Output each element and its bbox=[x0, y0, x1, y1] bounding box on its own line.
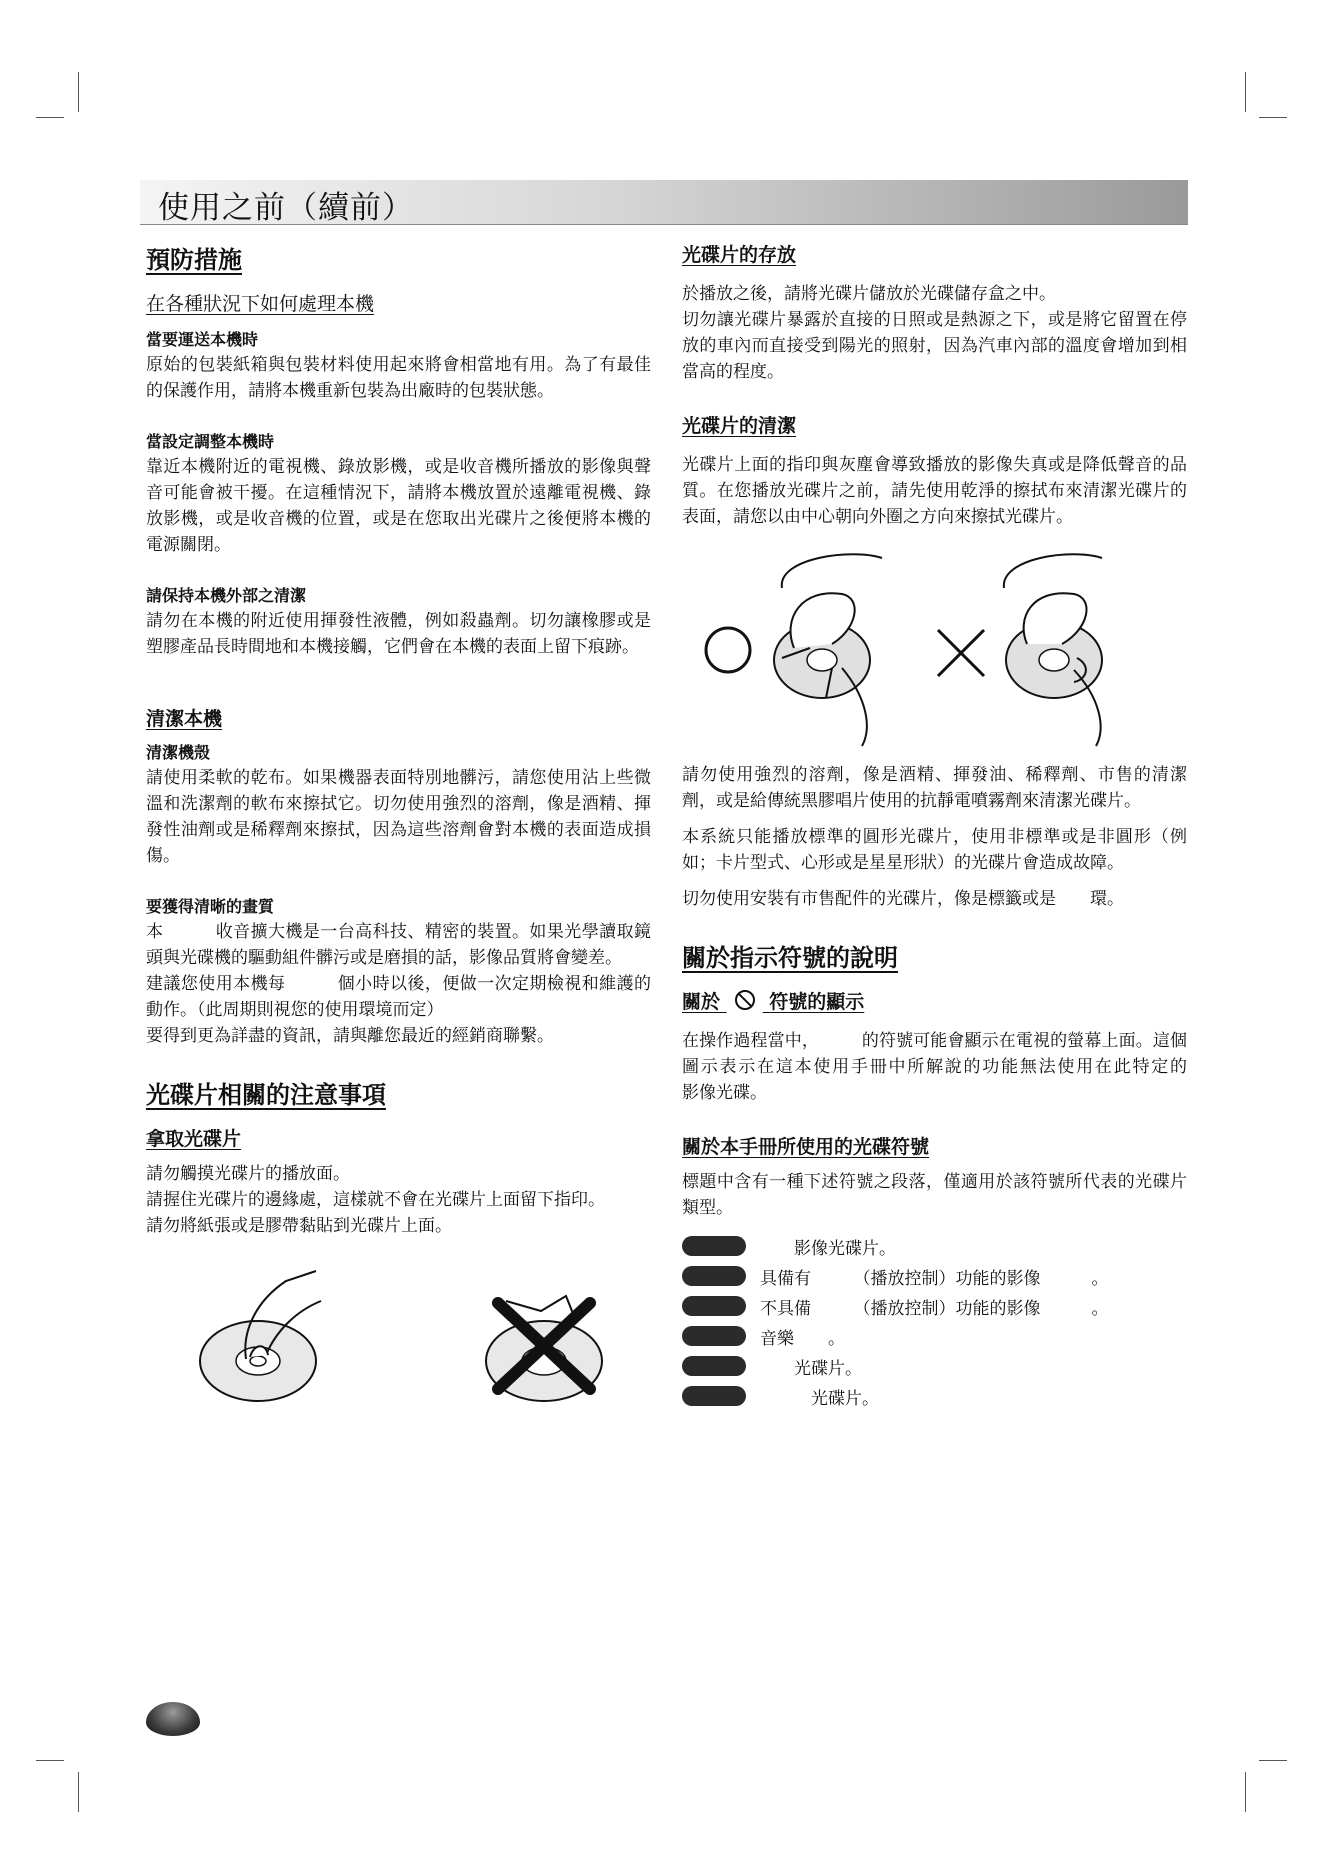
page-number-badge bbox=[146, 1702, 200, 1736]
disc-symbols-text: 標題中含有一種下述符號之段落，僅適用於該符號所代表的光碟片類型。 bbox=[682, 1172, 1187, 1218]
title-banner bbox=[140, 180, 1188, 225]
list-item bbox=[682, 1261, 1187, 1291]
handling-line: 請勿觸摸光碟片的播放面。 bbox=[146, 1164, 350, 1184]
disc-cleaning-heading: 光碟片的清潔 bbox=[682, 415, 797, 437]
disc-type-label: 光碟片。 bbox=[760, 1388, 879, 1409]
handling-line: 請握住光碟片的邊緣處，這樣就不會在光碟片上面留下指印。 bbox=[146, 1190, 605, 1210]
disc-wrong-icon bbox=[486, 1296, 602, 1401]
disc-correct-icon bbox=[200, 1271, 321, 1401]
symbols-heading: 關於指示符號的說明 bbox=[682, 944, 898, 972]
disc-type-label: 影像光碟片。 bbox=[760, 1238, 896, 1259]
disc-cleaning-para: 本系統只能播放標準的圓形光碟片，使用非標準或是非圓形（例如；卡片型式、心形或是星星形狀）的光碟片會造成故障。 bbox=[682, 827, 1187, 873]
storage-line: 於播放之後，請將光碟片儲放於光碟儲存盒之中。 bbox=[682, 284, 1056, 304]
symbol-display-heading bbox=[682, 987, 1187, 1014]
symbol-display-prefix: 關於 bbox=[682, 991, 721, 1013]
prohibited-symbol-icon bbox=[735, 990, 755, 1010]
disc-type-badge bbox=[682, 1296, 746, 1316]
right-column bbox=[682, 240, 1238, 1411]
disc-handling-illustration bbox=[146, 1261, 651, 1409]
disc-type-badge bbox=[682, 1236, 746, 1256]
crop-mark bbox=[1259, 1760, 1287, 1761]
section-title: 清潔機殼 bbox=[146, 743, 211, 762]
section-title: 當要運送本機時 bbox=[146, 330, 259, 349]
page-title: 使用之前（續前） bbox=[158, 190, 414, 226]
crop-mark bbox=[36, 117, 64, 118]
section-title: 請保持本機外部之清潔 bbox=[146, 586, 307, 605]
disc-wiping-figure bbox=[682, 548, 1187, 748]
list-item bbox=[682, 1321, 1187, 1351]
handling-heading: 拿取光碟片 bbox=[146, 1128, 242, 1150]
cleaning-heading: 清潔本機 bbox=[146, 708, 223, 730]
disc-type-badge bbox=[682, 1266, 746, 1286]
disc-type-label: 不具備 （播放控制）功能的影像 。 bbox=[760, 1298, 1109, 1319]
wipe-wrong-icon bbox=[1004, 554, 1102, 746]
section-text: 本 收音擴大機是一台高科技、精密的裝置。如果光學讀取鏡頭與光碟機的驅動組件髒污或是磨損的話，影像品質將會變差。 bbox=[146, 922, 651, 968]
disc-type-label: 具備有 （播放控制）功能的影像 。 bbox=[760, 1268, 1109, 1289]
left-column bbox=[146, 240, 651, 1419]
section-text: 請勿在本機的附近使用揮發性液體，例如殺蟲劑。切勿讓橡膠或是塑膠產品長時間地和本機接觸，它們會在本機的表面上留下痕跡。 bbox=[146, 611, 651, 657]
symbol-display-suffix: 符號的顯示 bbox=[769, 991, 865, 1013]
crop-mark bbox=[1245, 1772, 1246, 1812]
section-text: 原始的包裝紙箱與包裝材料使用起來將會相當地有用。為了有最佳的保護作用，請將本機重新包裝為出廠時的包裝狀態。 bbox=[146, 355, 651, 401]
disc-type-badge bbox=[682, 1386, 746, 1406]
disc-symbols-heading: 關於本手冊所使用的光碟符號 bbox=[682, 1136, 930, 1158]
disc-cleaning-text: 光碟片上面的指印與灰塵會導致播放的影像失真或是降低聲音的品質。在您播放光碟片之前，請先使用乾淨的擦拭布來清潔光碟片的表面，請您以由中心朝向外圈之方向來擦拭光碟片。 bbox=[682, 455, 1187, 527]
symbol-display-text: 在操作過程當中， 的符號可能會顯示在電視的螢幕上面。這個圖示表示在這本使用手冊中所解說的功能無法使用在此特定的 影像光碟。 bbox=[682, 1031, 1238, 1103]
list-item bbox=[682, 1231, 1187, 1261]
section-title: 要獲得清晰的畫質 bbox=[146, 897, 275, 916]
disc-type-label: 光碟片。 bbox=[760, 1358, 862, 1379]
crop-mark bbox=[78, 1772, 79, 1812]
section-title: 當設定調整本機時 bbox=[146, 432, 275, 451]
wipe-correct-icon bbox=[774, 554, 882, 746]
disc-notes-heading: 光碟片相關的注意事項 bbox=[146, 1081, 386, 1109]
section-text: 要得到更為詳盡的資訊，請與離您最近的經銷商聯繫。 bbox=[146, 1026, 554, 1046]
wrong-cross-icon bbox=[938, 630, 984, 676]
disc-type-label: 音樂 。 bbox=[760, 1328, 845, 1349]
list-item bbox=[682, 1351, 1187, 1381]
disc-type-badge bbox=[682, 1356, 746, 1376]
handling-line: 請勿將紙張或是膠帶黏貼到光碟片上面。 bbox=[146, 1216, 452, 1236]
storage-line: 切勿讓光碟片暴露於直接的日照或是熱源之下，或是將它留置在停放的車內而直接受到陽光的照射，因為汽車內部的溫度會增加到相當高的程度。 bbox=[682, 310, 1187, 382]
list-item bbox=[682, 1381, 1187, 1411]
crop-mark bbox=[1245, 72, 1246, 112]
disc-cleaning-para: 請勿使用強烈的溶劑，像是酒精、揮發油、稀釋劑、市售的清潔劑，或是給傳統黑膠唱片使用的抗靜電噴霧劑來清潔光碟片。 bbox=[682, 765, 1187, 811]
storage-heading: 光碟片的存放 bbox=[682, 244, 797, 266]
crop-mark bbox=[78, 72, 79, 112]
precautions-subheading: 在各種狀況下如何處理本機 bbox=[146, 293, 375, 315]
section-text: 請使用柔軟的乾布。如果機器表面特別地髒污，請您使用沾上些微溫和洗潔劑的軟布來擦拭它。切勿使用強烈的溶劑，像是酒精、揮發性油劑或是稀釋劑來擦拭，因為這些溶劑會對本機的表面造成損傷。 bbox=[146, 768, 651, 866]
crop-mark bbox=[36, 1760, 64, 1761]
disc-cleaning-para: 切勿使用安裝有市售配件的光碟片，像是標籤或是 環。 bbox=[682, 889, 1124, 909]
list-item bbox=[682, 1291, 1187, 1321]
section-text: 建議您使用本機每 個小時以後，便做一次定期檢視和維護的動作。（此周期則視您的使用環境而定） bbox=[146, 974, 651, 1020]
correct-circle-icon bbox=[706, 628, 750, 672]
crop-mark bbox=[1259, 117, 1287, 118]
disc-wiping-illustration bbox=[682, 548, 1187, 748]
precautions-heading: 預防措施 bbox=[146, 246, 242, 274]
disc-type-badge bbox=[682, 1326, 746, 1346]
disc-type-list bbox=[682, 1231, 1187, 1411]
disc-handling-figure bbox=[146, 1261, 651, 1409]
section-text: 靠近本機附近的電視機、錄放影機，或是收音機所播放的影像與聲音可能會被干擾。在這種情況下，請將本機放置於遠離電視機、錄放影機，或是收音機的位置，或是在您取出光碟片之後便將本機的電源關閉。 bbox=[146, 457, 651, 555]
